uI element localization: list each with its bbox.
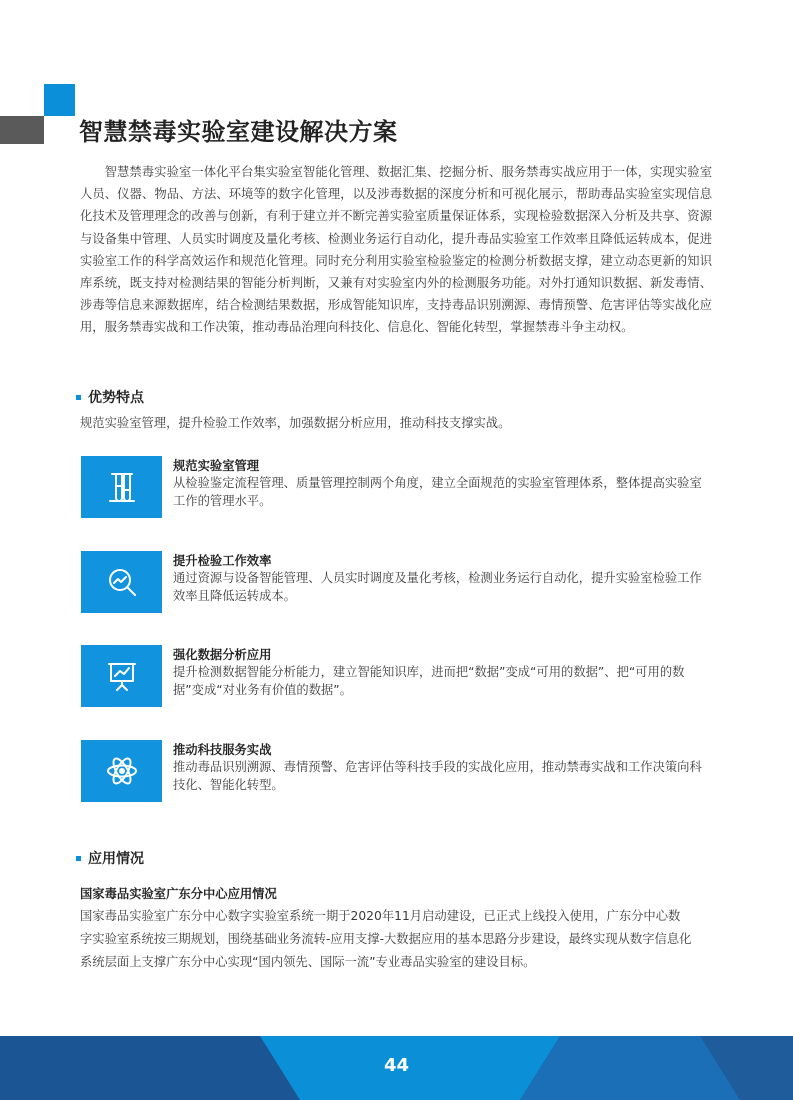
case-title: 国家毒品实验室广东分中心应用情况 xyxy=(80,887,277,901)
page-number: 44 xyxy=(383,1055,410,1076)
advantages-heading-label: 优势特点 xyxy=(88,390,144,406)
search-chart-icon xyxy=(106,566,138,598)
feature-item xyxy=(81,645,713,707)
feature-title: 强化数据分析应用 xyxy=(173,648,272,662)
feature-icon-box xyxy=(81,645,162,707)
feature-description: 从检验鉴定流程管理、质量管理控制两个角度，建立全面规范的实验室管理体系，整体提高实验室工作的管理水平。 xyxy=(173,476,702,508)
application-heading xyxy=(76,848,144,868)
atom-icon xyxy=(105,754,139,788)
lab-flask-icon xyxy=(107,471,137,503)
bullet-square xyxy=(76,856,81,861)
page-title: 智慧禁毒实验室建设解决方案 xyxy=(79,118,398,146)
feature-item xyxy=(81,456,713,518)
presentation-chart-icon xyxy=(106,660,138,692)
feature-title: 规范实验室管理 xyxy=(173,459,260,473)
feature-icon-box xyxy=(81,456,162,518)
feature-item xyxy=(81,740,713,802)
feature-description: 提升检测数据智能分析能力，建立智能知识库，进而把“数据”变成“可用的数据”、把“可用的数据”变成“对业务有价值的数据”。 xyxy=(173,665,685,697)
bullet-square xyxy=(76,395,81,400)
feature-description: 通过资源与设备智能管理、人员实时调度及量化考核，检测业务运行自动化，提升实验室检验工作效率且降低运转成本。 xyxy=(173,571,702,603)
feature-item xyxy=(81,551,713,613)
advantages-heading xyxy=(76,387,144,407)
corner-decoration-blue xyxy=(44,84,75,116)
feature-title: 提升检验工作效率 xyxy=(173,554,272,568)
feature-icon-box xyxy=(81,740,162,802)
feature-title: 推动科技服务实战 xyxy=(173,743,272,757)
feature-description: 推动毒品识别溯源、毒情预警、危害评估等科技手段的实战化应用，推动禁毒实战和工作决策向科技化、智能化转型。 xyxy=(173,760,702,792)
intro-paragraph: 智慧禁毒实验室一体化平台集实验室智能化管理、数据汇集、挖掘分析、服务禁毒实战应用于一体，实现实验室人员、仪器、物品、方法、环境等的数字化管理，以及涉毒数据的深度分析和可视化展示，帮助毒品实验室实现信息化技术及管理理念的改善与创新，有利于建立并不断完善实验室质量保证体系，实现检验数据深入分析及共享、资源与设备集中管理、人员实时调度及量化考核、检测业务运行自动化，提升毒品实验室工作效率且降低运转成本，促进实验室工作的科学高效运作和规范化管理。同时充分利用实验室检验鉴定的检测分析数据支撑，建立动态更新的知识库系统，既支持对检测结果的智能分析判断，又兼有对实验室内外的检测服务功能。对外打通知识数据、新发毒情、涉毒等信息来源数据库，结合检测结果数据，形成智能知识库，支持毒品识别溯源、毒情预警、危害评估等实战化应用，服务禁毒实战和工作决策，推动毒品治理向科技化、信息化、智能化转型，掌握禁毒斗争主动权。 xyxy=(80,165,712,335)
application-heading-label: 应用情况 xyxy=(88,851,144,867)
case-paragraph: 国家毒品实验室广东分中心数字实验室系统一期于2020年11月启动建设，已正式上线投入使用，广东分中心数字实验室系统按三期规划，围绕基础业务流转-应用支撑-大数据应用的基本思路分步建设，最终实现从数字信息化系统层面上支撑广东分中心实现“国内领先、国际一流”专业毒品实验室的建设目标。 xyxy=(80,909,692,969)
feature-icon-box xyxy=(81,551,162,613)
corner-decoration-gray xyxy=(0,116,44,144)
advantages-subtitle: 规范实验室管理，提升检验工作效率，加强数据分析应用，推动科技支撑实战。 xyxy=(80,416,511,430)
